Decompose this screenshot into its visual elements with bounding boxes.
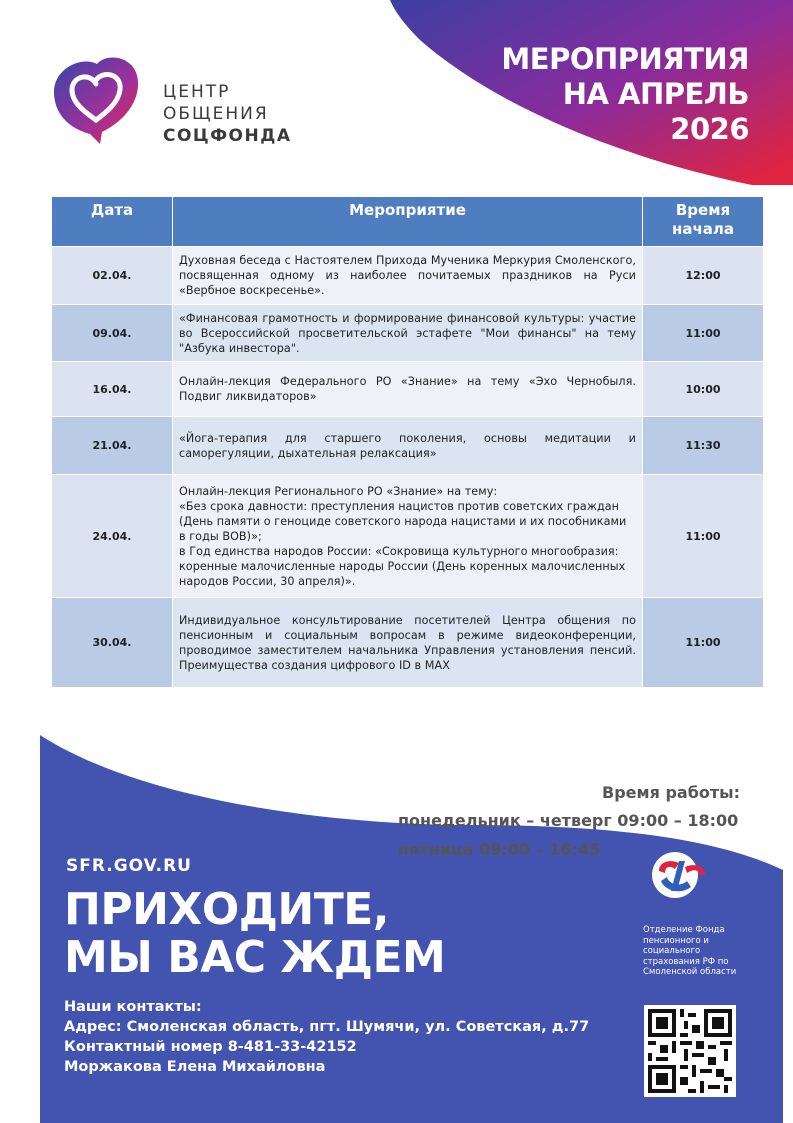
contacts-title: Наши контакты: (64, 999, 202, 1015)
header-time (643, 197, 764, 247)
table-row (52, 362, 764, 417)
org-caption: Отделение Фонда пенсионного и социального страхования РФ по Смоленской области (643, 925, 737, 977)
event-description: «Йога-терапия для старшего поколения, основы медитации и саморегуляции, дыхательная релаксация» (173, 417, 643, 475)
event-date: 09.04. (52, 305, 173, 362)
logo-line-2: ОБЩЕНИЯ (163, 104, 269, 124)
event-date: 24.04. (52, 475, 173, 598)
heart-speech-bubble-icon (52, 54, 142, 144)
event-date: 16.04. (52, 362, 173, 417)
page-title (501, 42, 749, 147)
sfr-logo-icon (645, 851, 715, 899)
event-description: Онлайн-лекция Регионального РО «Знание» на тему: «Без срока давности: преступления нацистов против советских граждан (День памяти о геноциде советского народа нацистами и их пособниками в годы ВОВ)»; в Год единства народов России: «Сокровища культурного многообразия: коренные малочисленные народы России (День коренных малочисленных народов России, 30 апреля)». (173, 475, 643, 598)
event-time: 11:30 (643, 417, 764, 475)
title-line-1: МЕРОПРИЯТИЯ (501, 42, 749, 76)
header-event: Мероприятие (173, 197, 643, 247)
qr-code-icon[interactable] (644, 1005, 736, 1097)
header-banner (380, 0, 793, 185)
event-time: 10:00 (643, 362, 764, 417)
event-date: 21.04. (52, 417, 173, 475)
table-row (52, 598, 764, 688)
event-description: Индивидуальное консультирование посетителей Центра общения по пенсионным и социальным вопросам в режиме видеоконференции, проводимое заместителем начальника Управления установления пенсий. Преимущества создания цифрового ID в MAX (173, 598, 643, 688)
slogan-line-1: ПРИХОДИТЕ, (64, 884, 390, 935)
working-hours-title: Время работы: (602, 783, 740, 802)
site-link[interactable]: SFR.GOV.RU (66, 856, 192, 876)
events-table (51, 196, 764, 688)
title-line-3: 2026 (670, 112, 749, 146)
header-date: Дата (52, 197, 173, 247)
table-row (52, 475, 764, 598)
slogan-line-2: МЫ ВАС ЖДЕМ (64, 932, 446, 983)
contact-person: Моржакова Елена Михайловна (64, 1059, 326, 1075)
table-row (52, 305, 764, 362)
header-time-line2: начала (671, 220, 734, 238)
event-date: 02.04. (52, 247, 173, 305)
contact-address: Адрес: Смоленская область, пгт. Шумячи, ул. Советская, д.77 (64, 1019, 590, 1035)
event-time: 11:00 (643, 598, 764, 688)
table-header-row (52, 197, 764, 247)
event-time: 12:00 (643, 247, 764, 305)
table-row (52, 247, 764, 305)
event-description: Духовная беседа с Настоятелем Прихода Мученика Меркурия Смоленского, посвященная одному из наиболее почитаемых праздников на Руси «Вербное воскресенье». (173, 247, 643, 305)
event-description: Онлайн-лекция Федерального РО «Знание» на тему «Эхо Чернобыля. Подвиг ликвидаторов» (173, 362, 643, 417)
event-time: 11:00 (643, 475, 764, 598)
logo-wordmark (163, 81, 292, 147)
event-description: «Финансовая грамотность и формирование финансовой культуры: участие во Всероссийской просветительской эстафете "Мои финансы" на тему "Азбука инвестора". (173, 305, 643, 362)
logo-line-3: СОЦФОНДА (163, 126, 292, 146)
title-line-2: НА АПРЕЛЬ (562, 77, 749, 111)
slogan (64, 886, 445, 982)
contact-phone: Контактный номер 8-481-33-42152 (64, 1039, 357, 1055)
working-hours-friday: пятница 09:00 – 16:45 (398, 840, 601, 859)
working-hours-weekdays: понедельник – четверг 09:00 – 18:00 (398, 811, 739, 830)
logo-line-1: ЦЕНТР (163, 82, 231, 102)
header-time-line1: Время (675, 201, 731, 219)
contacts-block (64, 997, 589, 1077)
table-row (52, 417, 764, 475)
event-time: 11:00 (643, 305, 764, 362)
event-date: 30.04. (52, 598, 173, 688)
